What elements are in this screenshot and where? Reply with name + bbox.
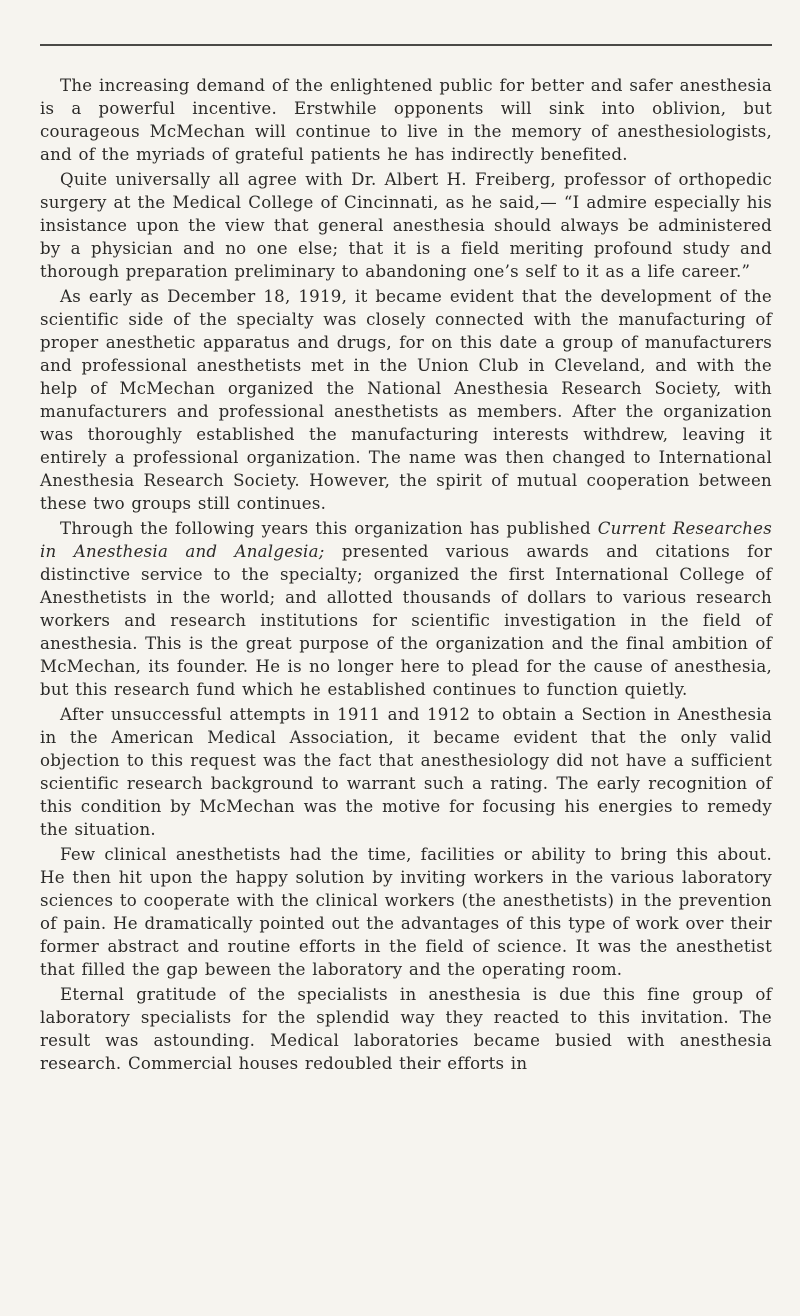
paragraph-4-rest: presented various awards and citations for distinctive service to the specialty; organized the first International College of Anesthetists in the world; and allotted thousands of dollars to various research workers and research institutions for scientific investigation in the field of anesthesia. This is the great purpose of the organization and the final ambition of McMechan, its founder. He is no longer here to plead for the cause of anesthesia, but this research fund which he established continues to function quietly. [40, 542, 772, 699]
paragraph-6: Few clinical anesthetists had the time, facilities or ability to bring this about. He then hit upon the happy solution by inviting workers in the various laboratory sciences to cooperate with the clinical workers (the anesthetists) in the prevention of pain. He dramatically pointed out the advantages of this type of work over their former abstract and routine efforts in the field of science. It was the anesthetist that filled the gap beween the laboratory and the operating room. [40, 845, 772, 979]
paragraph-2: Quite universally all agree with Dr. Albert H. Freiberg, professor of orthopedic surgery at the Medical College of Cincinnati, as he said,— “I admire especially his insistance upon the view that general anesthesia should always be administered by a physician and no one else; that it is a field meriting profound study and thorough preparation preliminary to abandoning one’s self to it as a life career.” [40, 170, 772, 281]
paragraph-3: As early as December 18, 1919, it became evident that the development of the scientific side of the specialty was closely connected with the manufacturing of proper anesthetic apparatus and drugs, for on this date a group of manufacturers and professional anesthetists met in the Union Club in Cleveland, and with the help of McMechan organized the National Anesthesia Research Society, with manufacturers and professional anesthetists as members. After the organization was thoroughly established the manufacturing interests withdrew, leaving it entirely a professional organization. The name was then changed to International Anesthesia Research Society. However, the spirit of mutual cooperation between these two groups still continues. [40, 287, 772, 513]
document-body [40, 74, 772, 1075]
paragraph-5: After unsuccessful attempts in 1911 and 1912 to obtain a Section in Anesthesia in the American Medical Association, it became evident that the only valid objection to this request was the fact that anesthesiology did not have a sufficient scientific research background to warrant such a rating. The early recognition of this condition by McMechan was the motive for focusing his energies to remedy the situation. [40, 705, 772, 839]
paragraph-7: Eternal gratitude of the specialists in anesthesia is due this fine group of laboratory specialists for the splendid way they reacted to this invitation. The result was astounding. Medical laboratories became busied with anesthesia research. Commercial houses redoubled their efforts in [40, 985, 772, 1073]
paragraph-4 [40, 517, 772, 701]
header-rule [40, 44, 772, 46]
paragraph-4-lead: Through the following years this organization has published [60, 519, 598, 538]
paragraph-1: The increasing demand of the enlightened public for better and safer anesthesia is a powerful incentive. Erstwhile opponents will sink into oblivion, but courageous McMechan will continue to live in the memory of anesthesiologists, and of the myriads of grateful patients he has indirectly benefited. [40, 76, 772, 164]
journal-title: Current Researches in Anesthesia and Analgesia; [40, 519, 772, 561]
